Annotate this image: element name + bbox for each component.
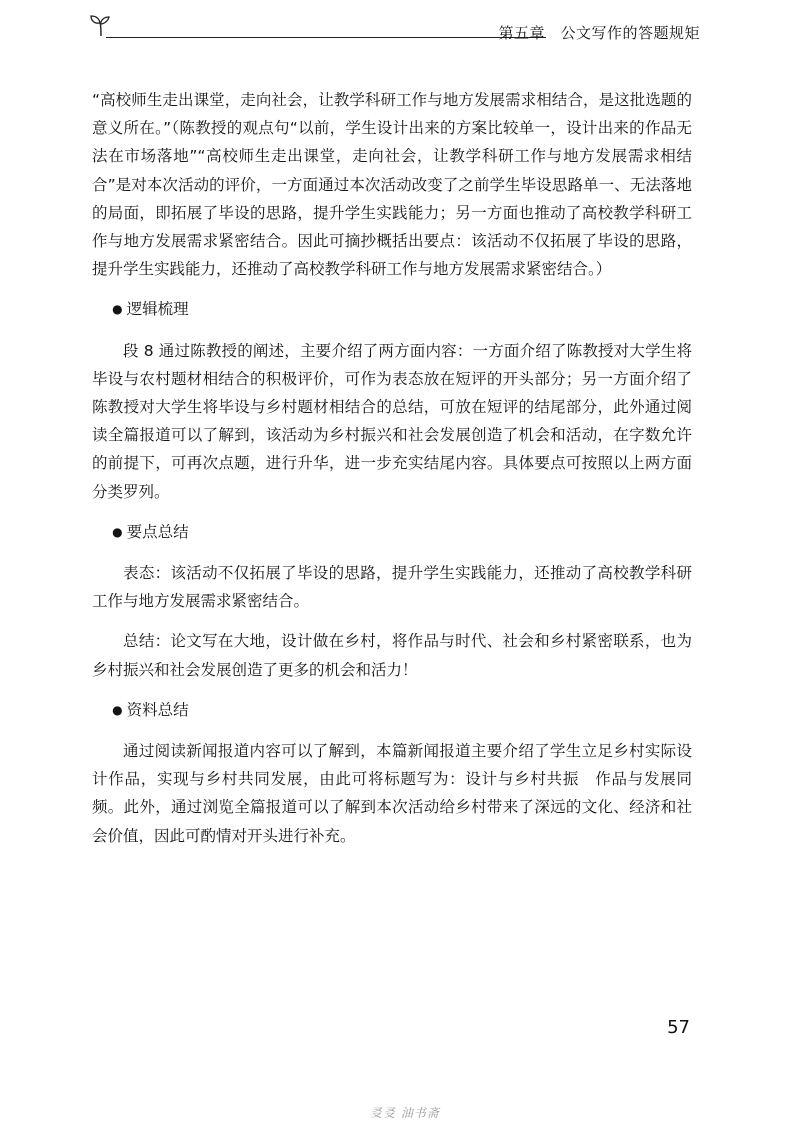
bullet-dot-icon: ● bbox=[112, 302, 123, 317]
section-heading-label: 逻辑梳理 bbox=[126, 300, 189, 319]
scan-watermark: 㕛㕛 油书斋 bbox=[370, 1106, 440, 1120]
bullet-dot-icon: ● bbox=[112, 702, 123, 717]
section-heading bbox=[92, 518, 692, 547]
chapter-title: 第五章 公文写作的答题规矩 bbox=[498, 24, 700, 42]
section-heading bbox=[92, 295, 692, 324]
bullet-dot-icon: ● bbox=[112, 524, 123, 539]
paragraph: 表态：该活动不仅拓展了毕设的思路，提升学生实践能力，还推动了高校教学科研工作与地方发展需求紧密结合。 bbox=[92, 564, 692, 611]
header-rule bbox=[106, 37, 546, 38]
paragraph: “高校师生走出课堂，走向社会，让教学科研工作与地方发展需求相结合，是这批选题的意义所在。”（陈教授的观点句“以前，学生设计出来的方案比较单一，设计出来的作品无法在市场落地”“高校师生走出课堂，走向社会，让教学科研工作与地方发展需求相结合”是对本次活动的评价，一方面通过本次活动改变了之前学生毕设思路单一、无法落地的局面，即拓展了毕设的思路，提升学生实践能力；另一方面也推动了高校教学科研工作与地方发展需求紧密结合。因此可摘抄概括出要点：该活动不仅拓展了毕设的思路，提升学生实践能力，还推动了高校教学科研工作与地方发展需求紧密结合。） bbox=[92, 91, 692, 279]
sprout-icon bbox=[88, 12, 114, 38]
running-header bbox=[88, 12, 700, 42]
page-body bbox=[92, 86, 692, 850]
paragraph: 总结：论文写在大地，设计做在乡村，将作品与时代、社会和乡村紧密联系，也为乡村振兴和社会发展创造了更多的机会和活力！ bbox=[92, 632, 692, 679]
paragraph: 段 8 通过陈教授的阐述，主要介绍了两方面内容：一方面介绍了陈教授对大学生将毕设与农村题材相结合的积极评价，可作为表态放在短评的开头部分；另一方面介绍了陈教授对大学生将毕设与乡村题材相结合的总结，可放在短评的结尾部分，此外通过阅读全篇报道可以了解到，该活动为乡村振兴和社会发展创造了机会和活动，在字数允许的前提下，可再次点题，进行升华，进一步充实结尾内容。具体要点可按照以上两方面分类罗列。 bbox=[92, 341, 692, 501]
section-heading bbox=[92, 696, 692, 725]
page-number: 57 bbox=[667, 1017, 690, 1038]
section-heading-label: 资料总结 bbox=[126, 700, 189, 719]
section-heading-label: 要点总结 bbox=[126, 522, 189, 541]
paragraph: 通过阅读新闻报道内容可以了解到，本篇新闻报道主要介绍了学生立足乡村实际设计作品，实现与乡村共同发展，由此可将标题写为：设计与乡村共振 作品与发展同频。此外，通过浏览全篇报道可以了解到本次活动给乡村带来了深远的文化、经济和社会价值，因此可酌情对开头进行补充。 bbox=[92, 742, 692, 845]
